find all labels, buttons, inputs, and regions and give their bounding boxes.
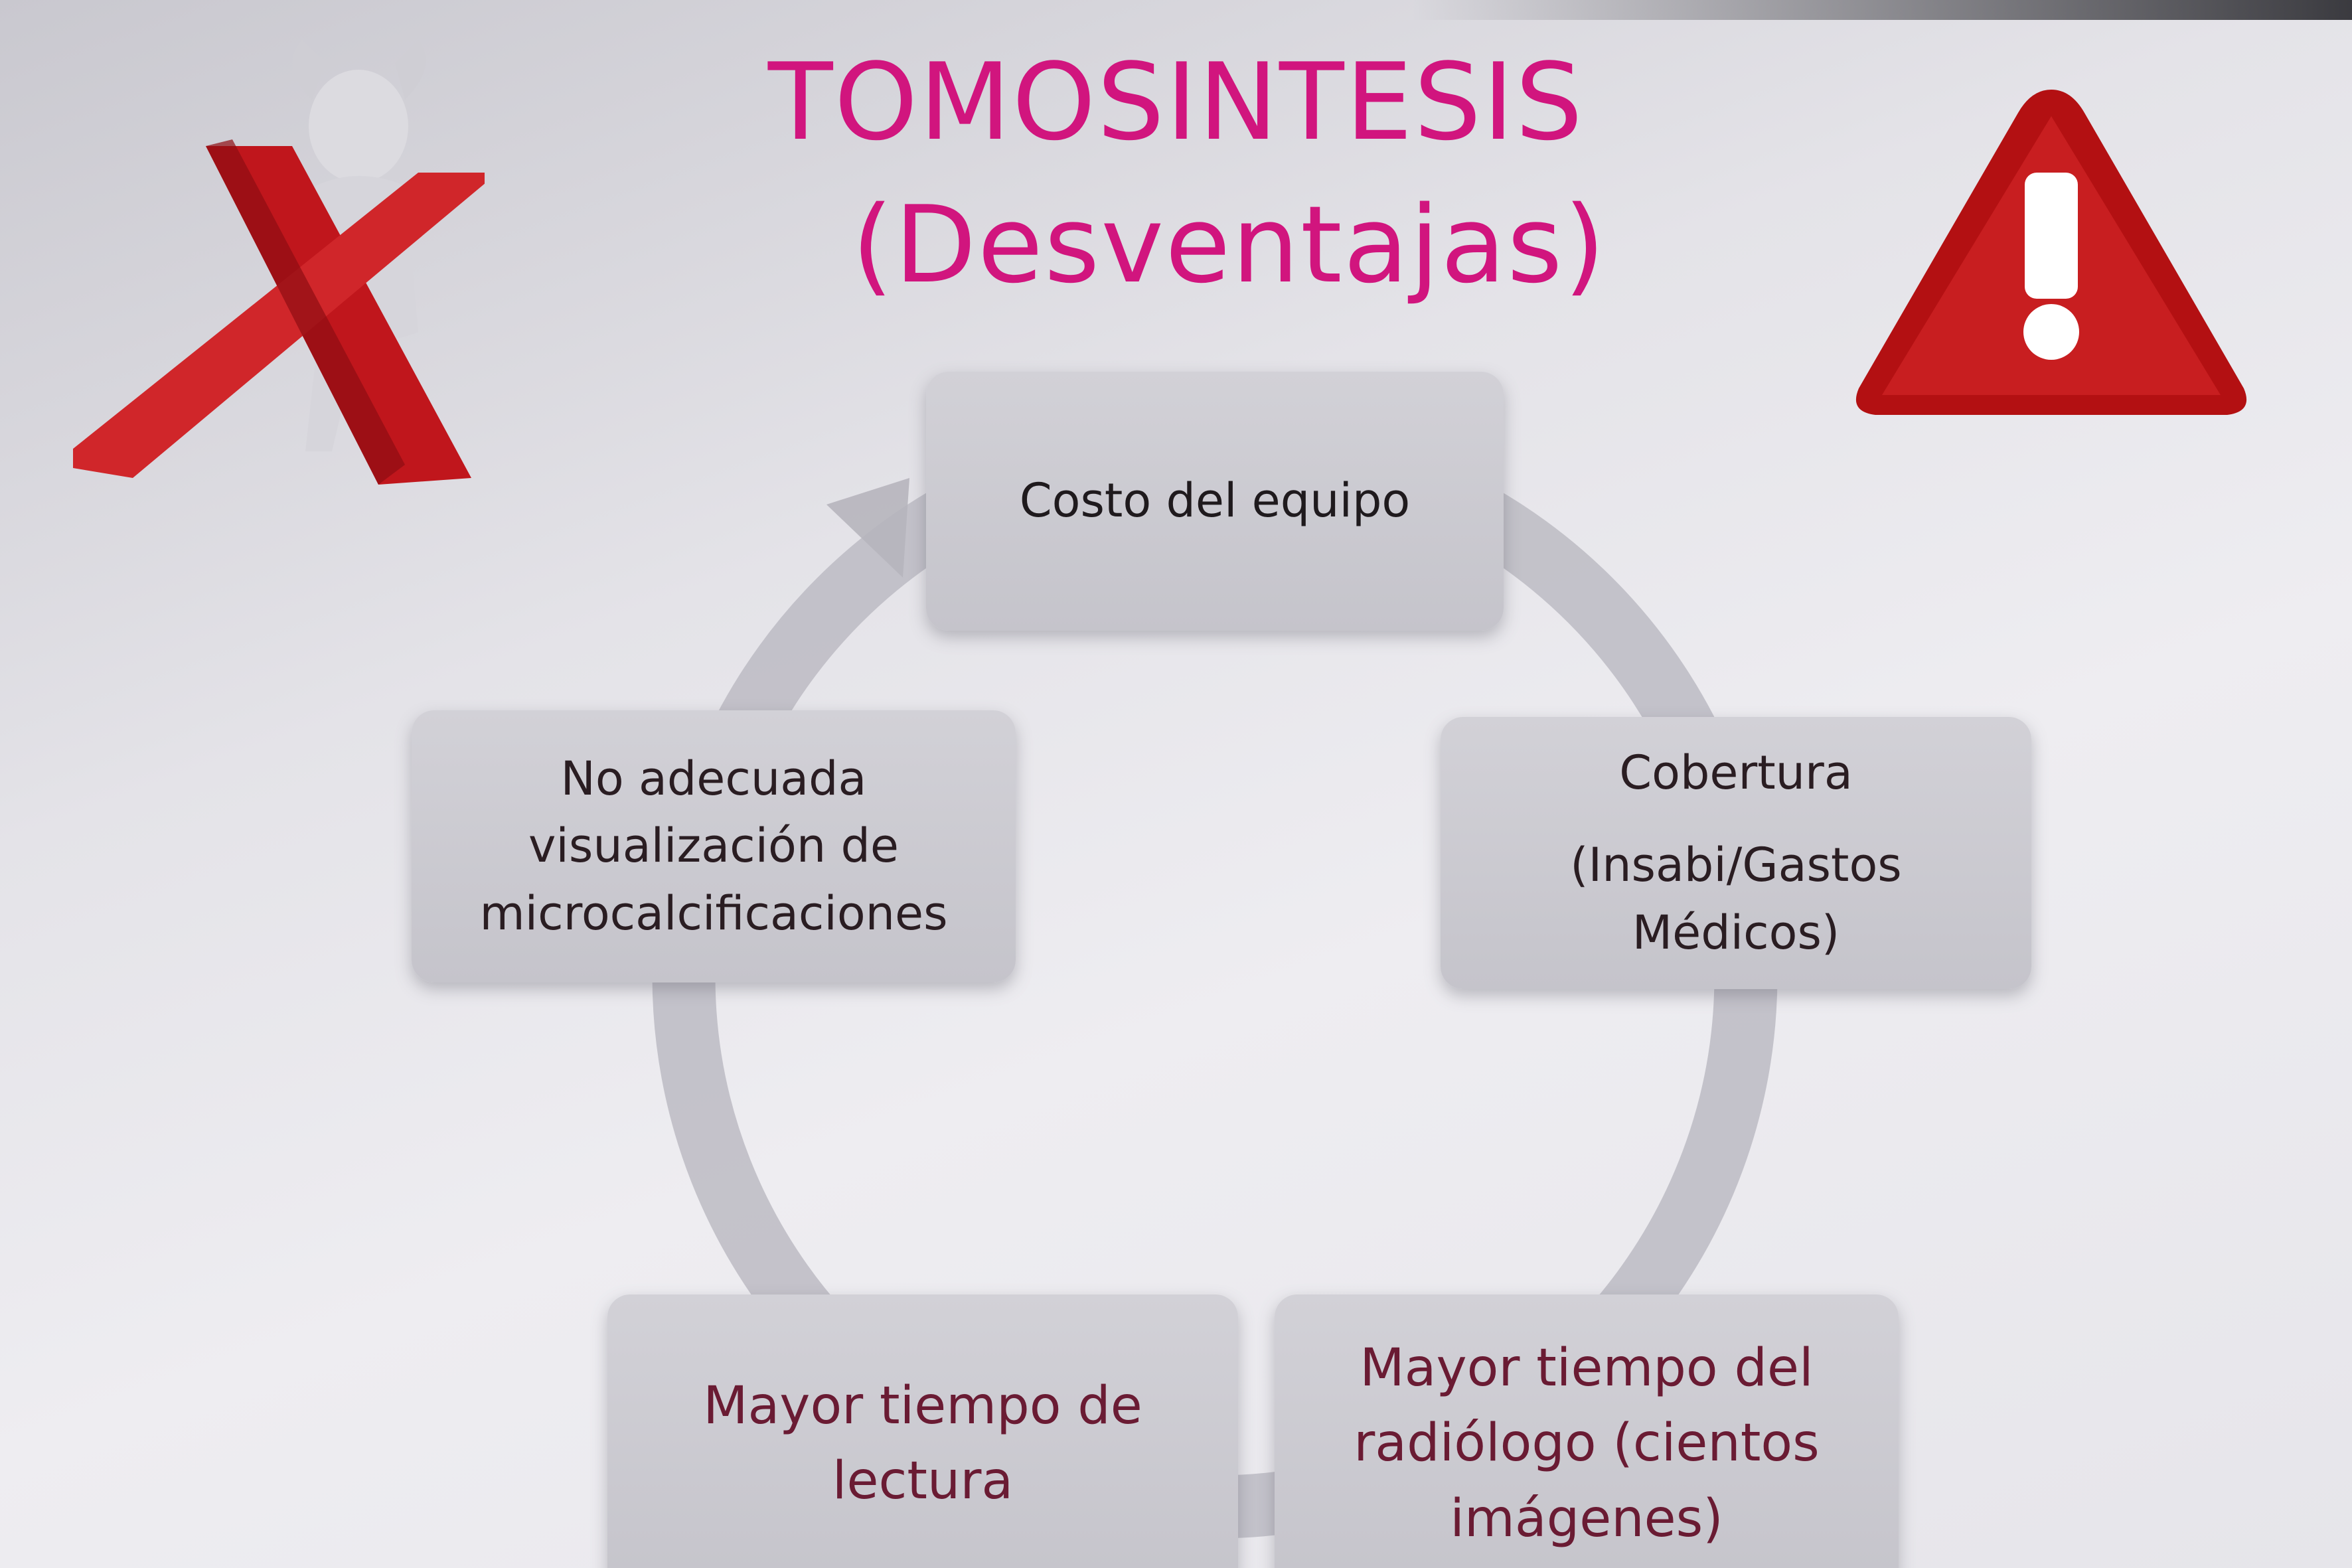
cycle-box-microcalcifications <box>412 710 1016 982</box>
cycle-box-reading-time <box>607 1294 1238 1568</box>
slide-title: TOMOSINTESIS <box>767 40 1585 164</box>
cycle-box-right-line-2: (Insabi/Gastos <box>1570 838 1902 893</box>
cycle-box-right-line-3: Médicos) <box>1632 905 1840 960</box>
slide-subtitle: (Desventajas) <box>851 183 1607 307</box>
cycle-box-bl-line-1: Mayor tiempo de <box>703 1375 1142 1436</box>
cycle-box-cost <box>926 372 1504 631</box>
cycle-box-br-line-1: Mayor tiempo del <box>1360 1338 1814 1399</box>
cycle-box-radiologist-time <box>1275 1294 1899 1568</box>
cycle-box-right-line-1: Cobertura <box>1619 745 1853 800</box>
cycle-box-coverage <box>1441 717 2031 989</box>
cycle-box-cost-label: Costo del equipo <box>1019 473 1411 528</box>
cycle-box-left-line-2: visualización de <box>528 819 900 874</box>
cycle-box-br-line-2: radiólogo (cientos <box>1354 1413 1820 1474</box>
cycle-box-left-line-1: No adecuada <box>560 751 867 806</box>
cycle-box-br-line-3: imágenes) <box>1450 1488 1723 1549</box>
cycle-box-bl-line-2: lectura <box>832 1451 1014 1511</box>
cycle-box-left-line-3: microcalcificaciones <box>479 886 948 941</box>
